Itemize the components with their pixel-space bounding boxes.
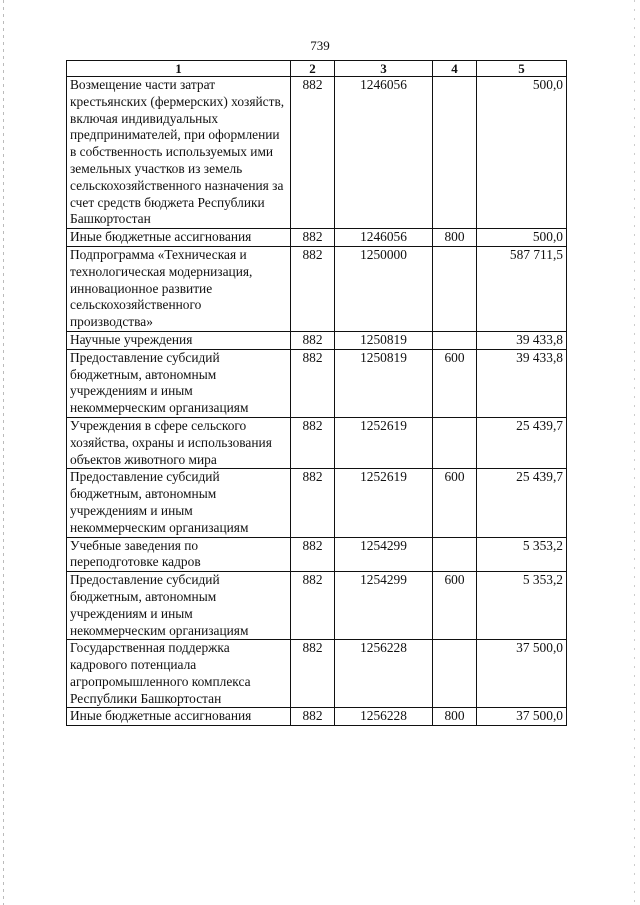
row-target: 1250819 [335, 349, 433, 417]
row-kind: 800 [433, 229, 477, 247]
row-amount: 37 500,0 [477, 640, 567, 708]
row-amount: 39 433,8 [477, 331, 567, 349]
table-row [67, 229, 567, 247]
scan-edge-left [3, 0, 4, 905]
row-code: 882 [291, 349, 335, 417]
table-row [67, 349, 567, 417]
row-code: 882 [291, 331, 335, 349]
row-code: 882 [291, 640, 335, 708]
row-target: 1250000 [335, 246, 433, 331]
row-code: 882 [291, 572, 335, 640]
table-row [67, 469, 567, 537]
column-header-code: 2 [291, 61, 335, 77]
row-target: 1252619 [335, 469, 433, 537]
table-row [67, 572, 567, 640]
row-target: 1252619 [335, 417, 433, 468]
row-kind: 600 [433, 469, 477, 537]
row-code: 882 [291, 417, 335, 468]
row-name: Учреждения в сфере сельского хозяйства, охраны и использования объектов животного мира [67, 417, 291, 468]
row-amount: 500,0 [477, 77, 567, 229]
row-target: 1256228 [335, 640, 433, 708]
row-kind [433, 640, 477, 708]
row-name: Предоставление субсидий бюджетным, автономным учреждениям и иным некоммерческим организациям [67, 572, 291, 640]
column-header-name: 1 [67, 61, 291, 77]
row-code: 882 [291, 246, 335, 331]
row-amount: 37 500,0 [477, 708, 567, 726]
row-amount: 587 711,5 [477, 246, 567, 331]
table-row [67, 708, 567, 726]
table-row [67, 537, 567, 572]
row-kind: 600 [433, 349, 477, 417]
row-name: Предоставление субсидий бюджетным, автономным учреждениям и иным некоммерческим организациям [67, 469, 291, 537]
table-header-row [67, 61, 567, 77]
row-name: Государственная поддержка кадрового потенциала агропромышленного комплекса Республики Башкортостан [67, 640, 291, 708]
row-amount: 5 353,2 [477, 537, 567, 572]
row-kind: 800 [433, 708, 477, 726]
table-row [67, 246, 567, 331]
table-row [67, 640, 567, 708]
scan-edge-right [634, 0, 635, 905]
row-target: 1246056 [335, 229, 433, 247]
row-name: Подпрограмма «Техническая и технологическая модернизация, инновационное развитие сельскохозяйственного производства» [67, 246, 291, 331]
table-row [67, 417, 567, 468]
row-name: Возмещение части затрат крестьянских (фермерских) хозяйств, включая индивидуальных предпринимателей, при оформлении в собственность используемых ими земельных участков из земель сельскохозяйственного назначения за счет средств бюджета Республики Башкортостан [67, 77, 291, 229]
row-code: 882 [291, 537, 335, 572]
row-amount: 5 353,2 [477, 572, 567, 640]
row-amount: 39 433,8 [477, 349, 567, 417]
row-amount: 25 439,7 [477, 417, 567, 468]
row-kind [433, 537, 477, 572]
row-kind: 600 [433, 572, 477, 640]
row-kind [433, 331, 477, 349]
row-kind [433, 77, 477, 229]
column-header-target: 3 [335, 61, 433, 77]
row-amount: 25 439,7 [477, 469, 567, 537]
row-name: Иные бюджетные ассигнования [67, 708, 291, 726]
row-amount: 500,0 [477, 229, 567, 247]
row-target: 1256228 [335, 708, 433, 726]
page-number: 739 [310, 38, 330, 53]
column-header-kind: 4 [433, 61, 477, 77]
row-target: 1254299 [335, 572, 433, 640]
table-row [67, 331, 567, 349]
row-code: 882 [291, 77, 335, 229]
row-kind [433, 417, 477, 468]
row-name: Иные бюджетные ассигнования [67, 229, 291, 247]
row-name: Предоставление субсидий бюджетным, автономным учреждениям и иным некоммерческим организациям [67, 349, 291, 417]
row-code: 882 [291, 469, 335, 537]
row-kind [433, 246, 477, 331]
table-row [67, 77, 567, 229]
row-target: 1250819 [335, 331, 433, 349]
row-name: Научные учреждения [67, 331, 291, 349]
row-code: 882 [291, 708, 335, 726]
budget-table [66, 60, 567, 726]
row-code: 882 [291, 229, 335, 247]
row-target: 1246056 [335, 77, 433, 229]
column-header-amount: 5 [477, 61, 567, 77]
row-target: 1254299 [335, 537, 433, 572]
row-name: Учебные заведения по переподготовке кадров [67, 537, 291, 572]
